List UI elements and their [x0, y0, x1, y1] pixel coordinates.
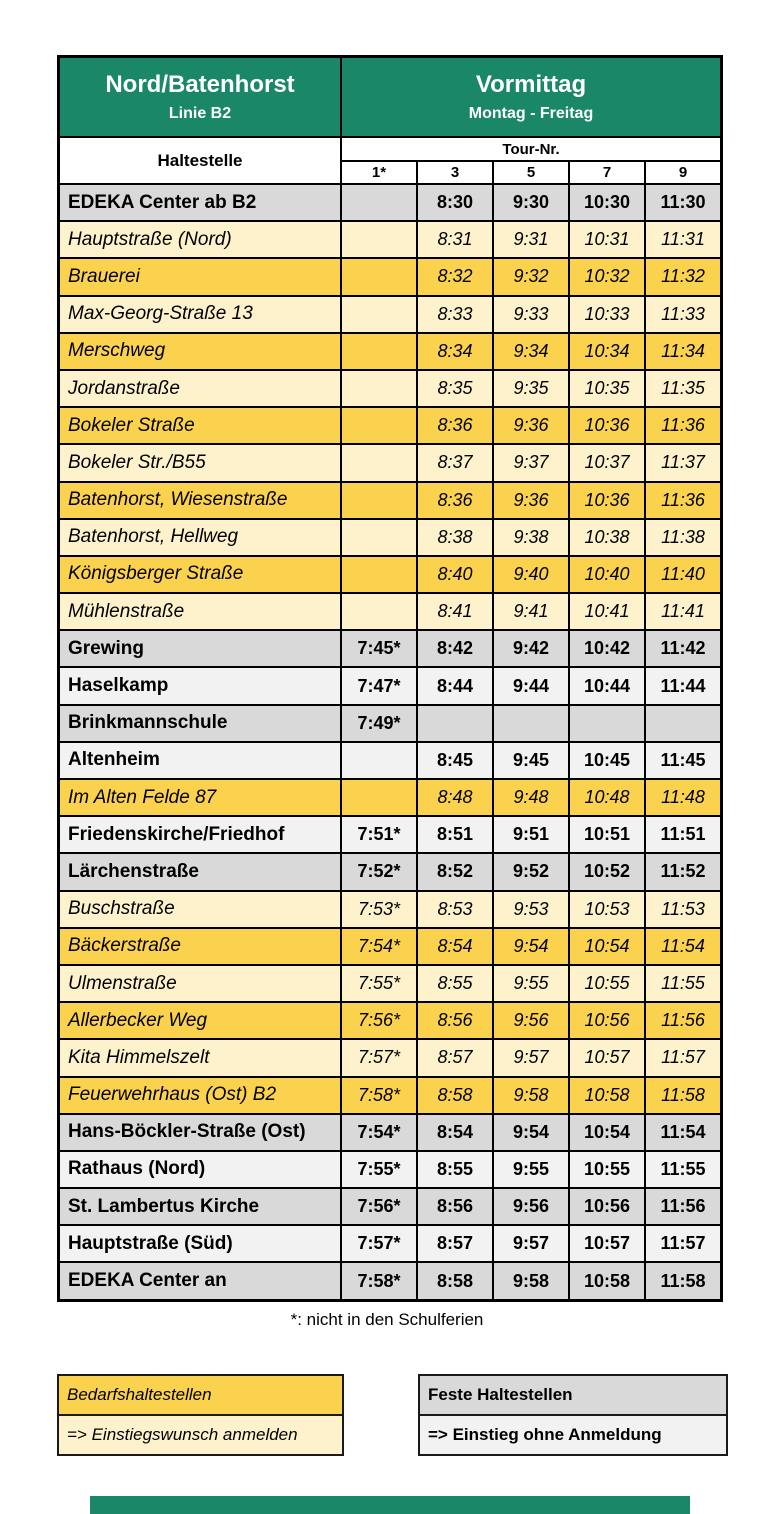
- time-cell: 11:36: [646, 408, 720, 443]
- legend-fixed-title: Feste Haltestellen: [420, 1376, 726, 1416]
- legend-fixed-desc: => Einstieg ohne Anmeldung: [420, 1416, 726, 1454]
- legend-demand-box: [57, 1374, 344, 1456]
- time-cell: 8:33: [418, 297, 492, 332]
- time-cell: 7:56*: [342, 1189, 416, 1224]
- time-cell: 10:30: [570, 185, 644, 220]
- time-cell: 10:34: [570, 334, 644, 369]
- period-title: Vormittag: [475, 70, 587, 98]
- stop-name: EDEKA Center an: [60, 1263, 340, 1298]
- time-cell: 8:37: [418, 445, 492, 480]
- time-cell: 11:56: [646, 1003, 720, 1038]
- time-cell: 7:55*: [342, 966, 416, 1001]
- time-cell: 8:55: [418, 1152, 492, 1187]
- time-cell: 11:57: [646, 1040, 720, 1075]
- stop-name: Batenhorst, Hellweg: [60, 520, 340, 555]
- time-cell: 11:48: [646, 780, 720, 815]
- time-cell: 10:51: [570, 817, 644, 852]
- time-cell: 9:33: [494, 297, 568, 332]
- stop-name: Buschstraße: [60, 892, 340, 927]
- time-cell: 11:40: [646, 557, 720, 592]
- time-cell: 11:54: [646, 929, 720, 964]
- tour-number-header: Tour-Nr.: [342, 138, 720, 160]
- tour-number-9: 9: [646, 162, 720, 183]
- stop-name: Königsberger Straße: [60, 557, 340, 592]
- time-cell: 10:58: [570, 1263, 644, 1298]
- time-cell: [646, 706, 720, 741]
- stop-name: Bokeler Str./B55: [60, 445, 340, 480]
- time-cell: 7:58*: [342, 1263, 416, 1298]
- timetable: [57, 55, 723, 1302]
- time-cell: 7:53*: [342, 892, 416, 927]
- time-cell: 11:41: [646, 594, 720, 629]
- time-cell: 11:52: [646, 854, 720, 889]
- time-cell: [342, 483, 416, 518]
- time-cell: 10:33: [570, 297, 644, 332]
- time-cell: 7:55*: [342, 1152, 416, 1187]
- stop-name: Batenhorst, Wiesenstraße: [60, 483, 340, 518]
- stop-name: Brauerei: [60, 259, 340, 294]
- stop-name: Ulmenstraße: [60, 966, 340, 1001]
- time-cell: 10:48: [570, 780, 644, 815]
- stop-name: EDEKA Center ab B2: [60, 185, 340, 220]
- time-cell: 8:35: [418, 371, 492, 406]
- time-cell: 9:30: [494, 185, 568, 220]
- time-cell: 11:58: [646, 1078, 720, 1113]
- tour-number-1: 1*: [342, 162, 416, 183]
- stop-name: Im Alten Felde 87: [60, 780, 340, 815]
- time-cell: 11:45: [646, 743, 720, 778]
- time-cell: [342, 445, 416, 480]
- stop-name: Rathaus (Nord): [60, 1152, 340, 1187]
- time-cell: 10:41: [570, 594, 644, 629]
- time-cell: [342, 520, 416, 555]
- time-cell: 9:56: [494, 1003, 568, 1038]
- footer-bar: [90, 1496, 690, 1514]
- stop-column-header: Haltestelle: [60, 138, 340, 183]
- time-cell: 9:54: [494, 929, 568, 964]
- time-cell: [342, 371, 416, 406]
- time-cell: 9:58: [494, 1263, 568, 1298]
- stop-name: Bäckerstraße: [60, 929, 340, 964]
- time-cell: 8:54: [418, 1115, 492, 1150]
- time-cell: [342, 222, 416, 257]
- days-label: Montag - Freitag: [468, 104, 594, 122]
- time-cell: 10:57: [570, 1040, 644, 1075]
- time-cell: 10:52: [570, 854, 644, 889]
- time-cell: [342, 557, 416, 592]
- time-cell: 9:45: [494, 743, 568, 778]
- time-cell: 9:54: [494, 1115, 568, 1150]
- time-cell: 10:55: [570, 1152, 644, 1187]
- stop-name: Mühlenstraße: [60, 594, 340, 629]
- time-cell: [494, 706, 568, 741]
- time-cell: 9:55: [494, 1152, 568, 1187]
- time-cell: 9:55: [494, 966, 568, 1001]
- time-cell: 10:44: [570, 668, 644, 703]
- period-header: [342, 58, 720, 136]
- time-cell: 11:51: [646, 817, 720, 852]
- time-cell: 11:33: [646, 297, 720, 332]
- time-cell: 8:57: [418, 1040, 492, 1075]
- time-cell: 9:51: [494, 817, 568, 852]
- time-cell: 10:36: [570, 408, 644, 443]
- time-cell: 9:57: [494, 1226, 568, 1261]
- time-cell: 7:54*: [342, 1115, 416, 1150]
- time-cell: 8:41: [418, 594, 492, 629]
- footnote: *: nicht in den Schulferien: [290, 1310, 484, 1329]
- time-cell: 11:31: [646, 222, 720, 257]
- time-cell: 7:54*: [342, 929, 416, 964]
- time-cell: 8:48: [418, 780, 492, 815]
- time-cell: 10:54: [570, 1115, 644, 1150]
- time-cell: 10:36: [570, 483, 644, 518]
- time-cell: 9:42: [494, 631, 568, 666]
- stop-name: Merschweg: [60, 334, 340, 369]
- time-cell: 11:37: [646, 445, 720, 480]
- time-cell: 11:56: [646, 1189, 720, 1224]
- time-cell: 10:32: [570, 259, 644, 294]
- time-cell: 10:38: [570, 520, 644, 555]
- time-cell: 10:42: [570, 631, 644, 666]
- time-cell: 9:37: [494, 445, 568, 480]
- time-cell: 9:41: [494, 594, 568, 629]
- time-cell: 8:38: [418, 520, 492, 555]
- time-cell: 8:36: [418, 483, 492, 518]
- time-cell: 9:57: [494, 1040, 568, 1075]
- time-cell: [342, 594, 416, 629]
- time-cell: 10:54: [570, 929, 644, 964]
- time-cell: 11:57: [646, 1226, 720, 1261]
- time-cell: [342, 297, 416, 332]
- time-cell: 8:58: [418, 1078, 492, 1113]
- tour-number-5: 5: [494, 162, 568, 183]
- time-cell: 7:51*: [342, 817, 416, 852]
- time-cell: 8:34: [418, 334, 492, 369]
- time-cell: 11:44: [646, 668, 720, 703]
- route-title: Nord/Batenhorst: [105, 70, 295, 98]
- time-cell: [418, 706, 492, 741]
- stop-name: Grewing: [60, 631, 340, 666]
- time-cell: 10:31: [570, 222, 644, 257]
- time-cell: 11:30: [646, 185, 720, 220]
- time-cell: 10:58: [570, 1078, 644, 1113]
- time-cell: 8:55: [418, 966, 492, 1001]
- route-header: [60, 58, 340, 136]
- time-cell: 9:48: [494, 780, 568, 815]
- stop-name: Bokeler Straße: [60, 408, 340, 443]
- time-cell: 9:36: [494, 483, 568, 518]
- tour-number-3: 3: [418, 162, 492, 183]
- time-cell: 7:52*: [342, 854, 416, 889]
- time-cell: 9:52: [494, 854, 568, 889]
- tour-number-7: 7: [570, 162, 644, 183]
- time-cell: 7:58*: [342, 1078, 416, 1113]
- time-cell: 8:31: [418, 222, 492, 257]
- time-cell: 7:45*: [342, 631, 416, 666]
- time-cell: 10:56: [570, 1189, 644, 1224]
- time-cell: 10:53: [570, 892, 644, 927]
- time-cell: 11:35: [646, 371, 720, 406]
- stop-name: Max-Georg-Straße 13: [60, 297, 340, 332]
- time-cell: 9:56: [494, 1189, 568, 1224]
- time-cell: 10:37: [570, 445, 644, 480]
- time-cell: 10:45: [570, 743, 644, 778]
- time-cell: 7:57*: [342, 1040, 416, 1075]
- time-cell: 9:53: [494, 892, 568, 927]
- time-cell: 9:58: [494, 1078, 568, 1113]
- time-cell: [570, 706, 644, 741]
- time-cell: 10:55: [570, 966, 644, 1001]
- time-cell: 9:31: [494, 222, 568, 257]
- time-cell: 11:42: [646, 631, 720, 666]
- time-cell: [342, 408, 416, 443]
- stop-name: Feuerwehrhaus (Ost) B2: [60, 1078, 340, 1113]
- legend-demand-desc: => Einstiegswunsch anmelden: [59, 1416, 342, 1454]
- stop-name: Hauptstraße (Nord): [60, 222, 340, 257]
- stop-name: Kita Himmelszelt: [60, 1040, 340, 1075]
- time-cell: [342, 259, 416, 294]
- time-cell: 10:56: [570, 1003, 644, 1038]
- time-cell: 7:47*: [342, 668, 416, 703]
- time-cell: 8:56: [418, 1003, 492, 1038]
- time-cell: [342, 743, 416, 778]
- stop-name: Friedenskirche/Friedhof: [60, 817, 340, 852]
- time-cell: 9:35: [494, 371, 568, 406]
- time-cell: 7:56*: [342, 1003, 416, 1038]
- time-cell: 8:40: [418, 557, 492, 592]
- time-cell: 11:38: [646, 520, 720, 555]
- time-cell: 11:55: [646, 966, 720, 1001]
- time-cell: 7:57*: [342, 1226, 416, 1261]
- line-label: Linie B2: [168, 104, 232, 122]
- time-cell: 8:57: [418, 1226, 492, 1261]
- stop-name: St. Lambertus Kirche: [60, 1189, 340, 1224]
- time-cell: 11:34: [646, 334, 720, 369]
- time-cell: 10:40: [570, 557, 644, 592]
- time-cell: 8:51: [418, 817, 492, 852]
- time-cell: 9:40: [494, 557, 568, 592]
- legend-fixed-box: [418, 1374, 728, 1456]
- stop-name: Hans-Böckler-Straße (Ost): [60, 1115, 340, 1150]
- time-cell: 8:45: [418, 743, 492, 778]
- time-cell: 8:52: [418, 854, 492, 889]
- time-cell: 8:54: [418, 929, 492, 964]
- time-cell: 11:55: [646, 1152, 720, 1187]
- time-cell: [342, 334, 416, 369]
- time-cell: 8:32: [418, 259, 492, 294]
- legend-demand-title: Bedarfshaltestellen: [59, 1376, 342, 1416]
- time-cell: 8:58: [418, 1263, 492, 1298]
- time-cell: 8:30: [418, 185, 492, 220]
- time-cell: 8:36: [418, 408, 492, 443]
- time-cell: 9:32: [494, 259, 568, 294]
- stop-name: Hauptstraße (Süd): [60, 1226, 340, 1261]
- time-cell: 9:34: [494, 334, 568, 369]
- time-cell: 11:36: [646, 483, 720, 518]
- time-cell: 8:44: [418, 668, 492, 703]
- time-cell: 7:49*: [342, 706, 416, 741]
- time-cell: 9:36: [494, 408, 568, 443]
- stop-name: Brinkmannschule: [60, 706, 340, 741]
- time-cell: 8:53: [418, 892, 492, 927]
- stop-name: Jordanstraße: [60, 371, 340, 406]
- time-cell: 10:57: [570, 1226, 644, 1261]
- time-cell: 11:54: [646, 1115, 720, 1150]
- time-cell: [342, 780, 416, 815]
- time-cell: 10:35: [570, 371, 644, 406]
- stop-name: Lärchenstraße: [60, 854, 340, 889]
- stop-name: Allerbecker Weg: [60, 1003, 340, 1038]
- time-cell: 9:38: [494, 520, 568, 555]
- time-cell: 8:42: [418, 631, 492, 666]
- stop-name: Haselkamp: [60, 668, 340, 703]
- time-cell: 8:56: [418, 1189, 492, 1224]
- time-cell: [342, 185, 416, 220]
- time-cell: 11:58: [646, 1263, 720, 1298]
- time-cell: 11:32: [646, 259, 720, 294]
- time-cell: 9:44: [494, 668, 568, 703]
- stop-name: Altenheim: [60, 743, 340, 778]
- time-cell: 11:53: [646, 892, 720, 927]
